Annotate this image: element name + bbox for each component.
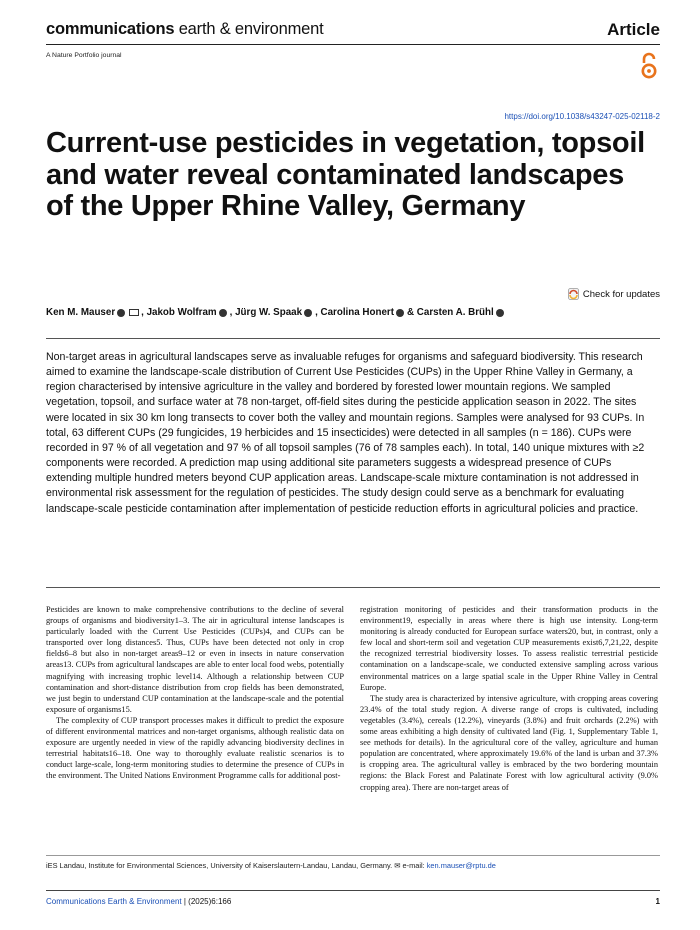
abstract-bottom-divider xyxy=(46,587,660,588)
email-label: e-mail: xyxy=(402,861,427,870)
body-paragraph: The complexity of CUP transport processes makes it difficult to predict the exposure of different environmental matrices and non-target organisms, although realistic data on exposure are urgently needed in view of the rapidly advancing biodiversity declines in terrestrial habitats16–18. One way to thoroughly evaluate realistic scenarios is to conduct large-scale, long-term monitoring studies to determine the presence of CUPs in the environment. The United Nations Environment Programme calls for additional post- xyxy=(46,715,344,781)
affiliation-note xyxy=(46,861,496,870)
open-access-icon[interactable] xyxy=(640,52,658,80)
body-paragraph: The study area is characterized by intensive agriculture, with cropping areas covering 23.4% of the total study region. A diverse range of crops is cultivated, including vegetables (3.4%), cereals (12.2%), vineyards (3.8%) and fruit orchards (2.2%) with some areas exhibiting a high density of cultivated land (Fig. 1, Supplementary Table 1, see methods for details). In the agricultural core of the valley, agriculture and human population are concentrated, where approximately 19.6% of the land is urban and 37.3% is cropping area. The agricultural valley is embraced by the two bordering mountain regions: the Black Forest and Palatinate Forest with low agricultural activity (9.0% cropping area). There are non-target areas of xyxy=(360,693,658,792)
author-name[interactable]: , Carolina Honert xyxy=(315,307,394,318)
orcid-icon[interactable] xyxy=(304,309,312,317)
journal-name xyxy=(46,20,323,39)
footer-volume: | (2025)6:166 xyxy=(181,897,232,906)
body-paragraph: registration monitoring of pesticides and their transformation products in the environment19, especially in areas where there is high use intensity. Long-term monitoring is already conducted for European surface waters20, but, in contrast, only a few local and short-term soil and vegetation CUP measurements exist6,7,21,22, despite the recognized terrestrial biodiversity losses. To assess realistic terrestrial pesticide contamination on a landscape-scale, we conducted extensive sampling across various environmental matrices on a large spatial scale in the Upper Rhine Valley in Central Europe. xyxy=(360,605,658,692)
check-updates-label: Check for updates xyxy=(582,288,660,300)
orcid-icon[interactable] xyxy=(117,309,125,317)
author-name[interactable]: , Jakob Wolfram xyxy=(141,307,217,318)
orcid-icon[interactable] xyxy=(496,309,504,317)
abstract-top-divider xyxy=(46,338,660,339)
page-number: 1 xyxy=(655,897,660,906)
orcid-icon[interactable] xyxy=(219,309,227,317)
check-updates-icon xyxy=(568,288,579,300)
body-column-right xyxy=(360,604,658,793)
doi-link[interactable]: https://doi.org/10.1038/s43247-025-02118-2 xyxy=(504,112,660,121)
author-list xyxy=(46,307,507,318)
footer-divider xyxy=(46,855,660,856)
check-for-updates-button[interactable] xyxy=(568,288,660,300)
orcid-icon[interactable] xyxy=(396,309,404,317)
footer-citation xyxy=(46,897,231,906)
journal-name-bold: communications xyxy=(46,20,175,38)
footer-bottom-divider xyxy=(46,890,660,891)
author-name[interactable]: Ken M. Mauser xyxy=(46,307,116,318)
journal-name-rest: earth & environment xyxy=(174,20,324,38)
author-name[interactable]: & Carsten A. Brühl xyxy=(407,307,494,318)
article-title: Current-use pesticides in vegetation, topsoil and water reveal contaminated landscapes of the Upper Rhine Valley, Germany xyxy=(46,127,645,222)
email-link[interactable]: ken.mauser@rptu.de xyxy=(426,861,496,870)
body-paragraph: Pesticides are known to make comprehensive contributions to the decline of several groups of organisms and biodiversity1–3. The air in agricultural intense landscapes is particularly loaded with the Current Use Pesticides (CUPs)4, and CUPs can be transported over long distances5. Thus, CUPs have been detected not only in crop fields6–8 but also in non-target areas9–12 or even in insects in nature conservation areas13. CUPs from agricultural landscapes are able to enter local food webs, potentially magnifying with increasing trophic level14. Although a relationship between CUP contamination and short-distance distribution from crop fields has been demonstrated, we just begin to understand CUP contamination at the landscape-scale and the potential exposure of organisms15. xyxy=(46,605,344,714)
affiliation-text: iES Landau, Institute for Environmental Sciences, University of Kaiserslautern-Landau, Landau, Germany. xyxy=(46,861,393,870)
email-icon: ✉ xyxy=(394,861,403,870)
author-name[interactable]: , Jürg W. Spaak xyxy=(229,307,303,318)
article-type-label: Article xyxy=(607,20,660,39)
abstract-text: Non-target areas in agricultural landscapes serve as invaluable refuges for organisms and safeguard biodiversity. This research aimed to examine the landscape-scale distribution of Current Use Pesticides (CUPs) in the Upper Rhine Valley in Germany, a region characterised by intensive agriculture in the valley and bordered by forested lower mountain regions. We sampled vegetation, topsoil, and surface water at 78 non-target, off-field sites during the pesticide application season in 2022. The sites were located in six 30 km long transects to cover both the valley and mountain regions. Samples were analysed for 93 CUPs. In total, 63 different CUPs (29 fungicides, 19 herbicides and 15 insecticides) were detected in all samples (n = 186). CUPs were recorded in 97 % of all vegetation and 97 % of all topsoil samples (76 of 78 samples each). In total, 140 unique mixtures with ≥2 components were recorded. A prediction map using additional site parameters suggests a widespread presence of CUPs extending multiple hundred meters beyond CUP application areas. Landscape-scale mixture contamination is not addressed in environmental risk assessment for the regulation of pesticides. The study design could serve as a benchmark for evaluating landscape-scale pesticide contamination after implementation of pesticide reduction efforts in agricultural policies and practice. xyxy=(46,351,645,515)
mail-icon[interactable] xyxy=(129,309,139,316)
header-divider xyxy=(46,44,660,45)
body-column-left xyxy=(46,604,344,782)
portfolio-label: A Nature Portfolio journal xyxy=(46,52,122,59)
footer-journal-name[interactable]: Communications Earth & Environment xyxy=(46,897,182,906)
